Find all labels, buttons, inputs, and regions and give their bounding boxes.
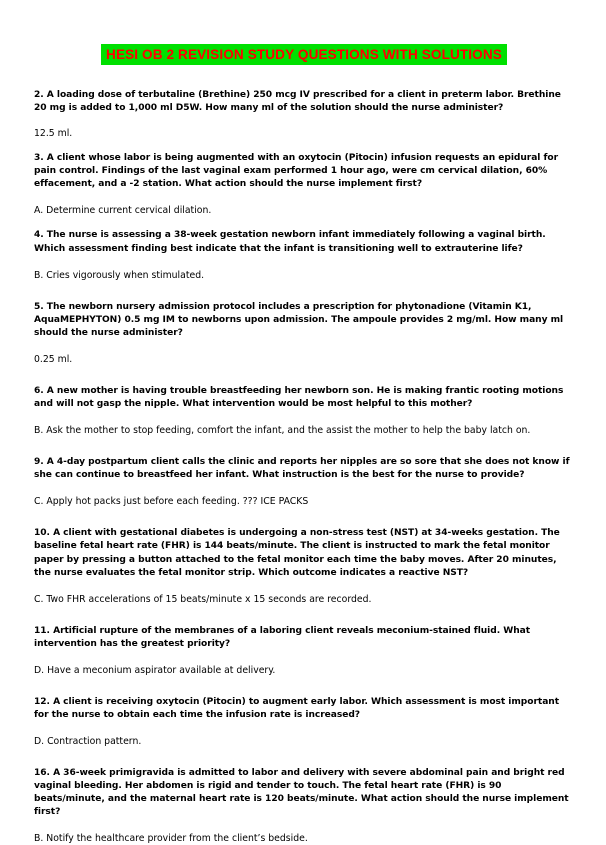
question-text: 11. Artificial rupture of the membranes of a laboring client reveals meconium-stained fluid. What intervention has the greatest priority? [34,625,531,649]
answer-text: 12.5 ml. [34,128,73,140]
question-text: 3. A client whose labor is being augmented with an oxytocin (Pitocin) infusion requests an epidural for pain control. Findings of the last vaginal exam performed 1 hour ago, were cm cervical dilation, 60% effacement, and a -2 station. What action should the nurse implement first? [34,153,559,190]
title-bar [34,0,574,71]
answer-text: D. Have a meconium aspirator available at delivery. [34,664,276,676]
question-text: 2. A loading dose of terbutaline (Brethine) 250 mcg IV prescribed for a client in preterm labor. Brethine 20 mg is added to 1,000 ml D5W. How many ml of the solution should the nurse administer? [34,90,561,114]
answer-text: C. Two FHR accelerations of 15 beats/minute x 15 seconds are recorded. [34,593,372,605]
qa-item-2 [34,89,574,140]
answer-text: B. Notify the healthcare provider from the client’s bedside. [34,833,308,845]
answer-text: D. Contraction pattern. [34,736,142,748]
answer-text: A. Determine current cervical dilation. [34,205,212,217]
question-text: 6. A new mother is having trouble breastfeeding her newborn son. He is making frantic rooting motions and will not gasp the nipple. What intervention would be most helpful to this mother? [34,385,564,410]
answer-text: B. Ask the mother to stop feeding, comfort the infant, and the assist the mother to help the baby latch on. [34,425,531,437]
question-text: 10. A client with gestational diabetes is undergoing a non-stress test (NST) at 34-weeks gestation. The baseline fetal heart rate (FHR) is 144 beats/minute. The client is instructed to mark the fetal monitor paper by pressing a button attached to the fetal monitor each time the baby moves. After 20 minutes, the nurse evaluates the fetal monitor strip. Which outcome indicates a reactive NST? [34,528,560,578]
answer-text: 0.25 ml. [34,353,73,365]
qa-item-12 [34,696,574,748]
qa-item-3 [34,152,574,217]
question-text: 5. The newborn nursery admission protocol includes a prescription for phytonadione (Vitamin K1, AquaMEPHYTON) 0.5 mg IM to newborns upon admission. The ampoule provides 2 mg/ml. How many ml should the nurse administer? [34,301,564,338]
qa-item-16 [34,767,574,845]
qa-item-6 [34,385,574,437]
question-text: 16. A 36-week primigravida is admitted to labor and delivery with severe abdominal pain and bright red vaginal bleeding. Her abdomen is rigid and tender to touch. The fetal heart rate (FHR) is 90 beats/minute, and the maternal heart rate is 120 beats/minute. What action should the nurse implement first? [34,768,569,818]
question-text: 12. A client is receiving oxytocin (Pitocin) to augment early labor. Which assessment is most important for the nurse to obtain each time the infusion rate is increased? [34,696,559,720]
question-text: 4. The nurse is assessing a 38-week gestation newborn infant immediately following a vaginal birth. Which assessment finding best indicate that the infant is transitioning well to extrauterine life? [34,230,546,254]
qa-item-5 [34,301,574,366]
answer-text: B. Cries vigorously when stimulated. [34,269,205,281]
qa-item-10 [34,527,574,605]
document-page [34,0,574,845]
question-text: 9. A 4-day postpartum client calls the clinic and reports her nipples are so sore that she does not know if she can continue to breastfeed her infant. What instruction is the best for the nurse to provide? [34,457,570,481]
qa-item-4 [34,229,574,281]
document-title: HESI OB 2 REVISION STUDY QUESTIONS WITH SOLUTIONS [101,44,507,65]
qa-item-9 [34,456,574,508]
answer-text: C. Apply hot packs just before each feeding. ??? ICE PACKS [34,496,309,508]
qa-item-11 [34,625,574,677]
